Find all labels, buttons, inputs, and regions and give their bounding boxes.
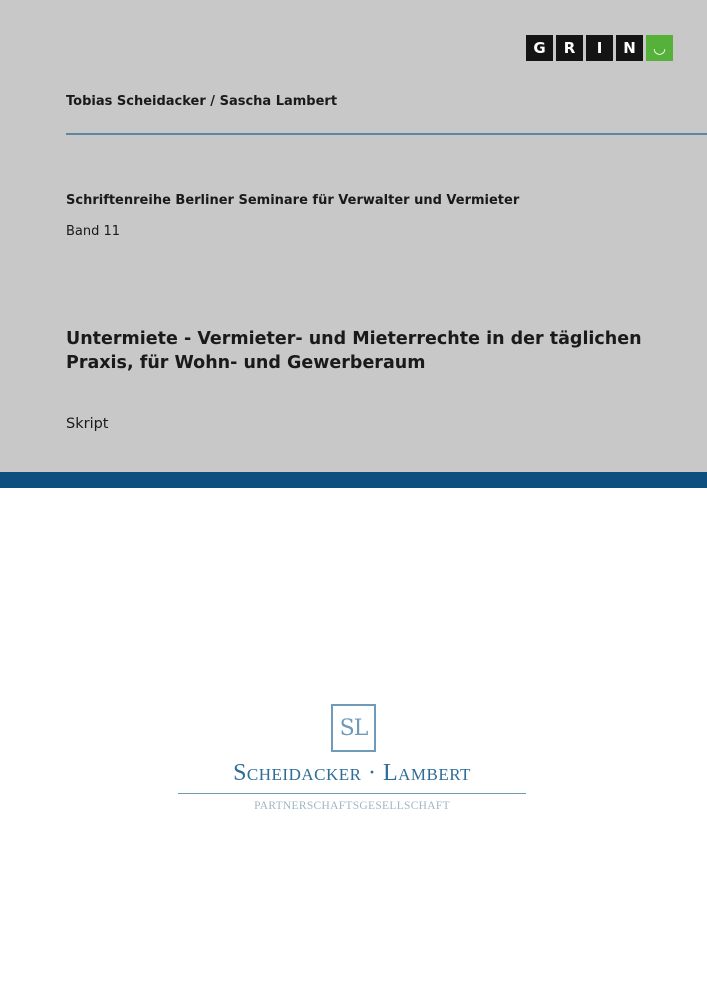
smile-icon: ◡ bbox=[646, 35, 673, 61]
header-divider bbox=[66, 133, 707, 135]
grin-logo bbox=[526, 35, 673, 61]
grin-letter-n: N bbox=[616, 35, 643, 61]
sl-monogram-icon: SL bbox=[331, 704, 376, 752]
grin-letter-g: G bbox=[526, 35, 553, 61]
author-names: Tobias Scheidacker / Sascha Lambert bbox=[66, 94, 338, 109]
firm-subtitle: PARTNERSCHAFTSGESELLSCHAFT bbox=[254, 800, 450, 812]
grin-letter-i: I bbox=[586, 35, 613, 61]
cover-blue-band bbox=[0, 472, 707, 488]
grin-letter-r: R bbox=[556, 35, 583, 61]
volume-number: Band 11 bbox=[66, 224, 121, 239]
document-type: Skript bbox=[66, 416, 109, 432]
firm-logo-divider bbox=[178, 793, 526, 794]
book-title: Untermiete - Vermieter- und Mieterrechte in der täglichen Praxis, für Wohn- und Gewerberaum bbox=[66, 329, 642, 373]
series-name: Schriftenreihe Berliner Seminare für Verwalter und Vermieter bbox=[66, 193, 520, 208]
firm-name: Scheidacker · Lambert bbox=[233, 760, 471, 786]
